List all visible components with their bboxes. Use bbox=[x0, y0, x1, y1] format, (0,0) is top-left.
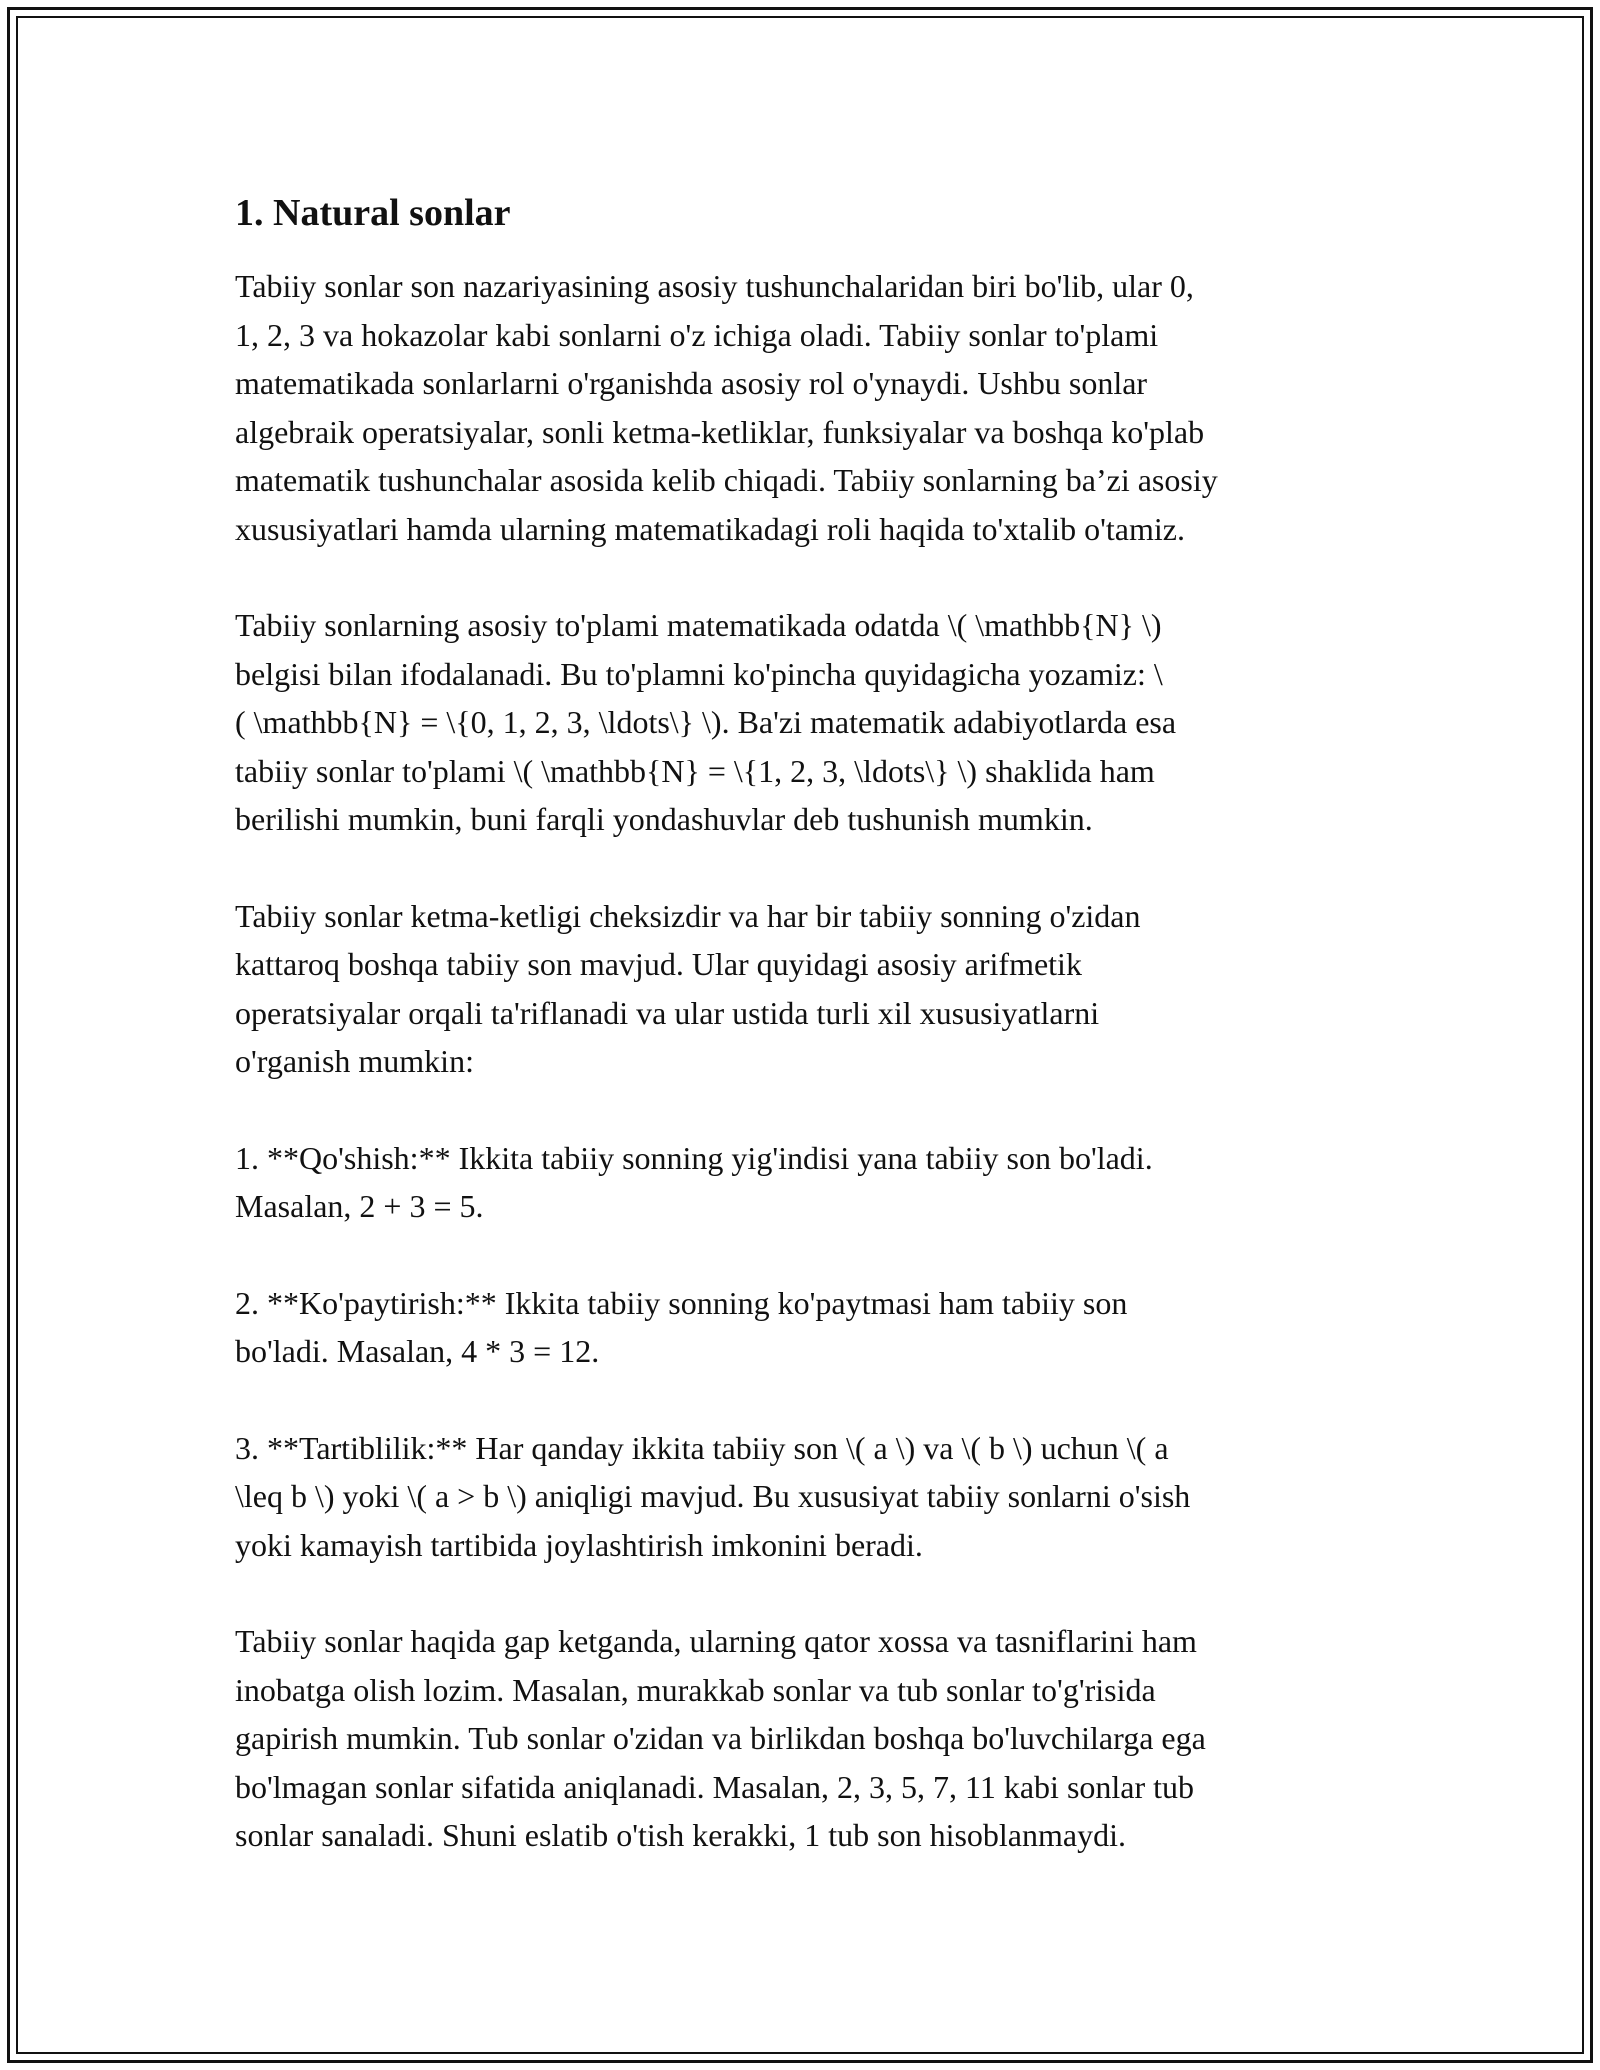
list-item-addition: 1. **Qo'shish:** Ikkita tabiiy sonning yig'indisi yana tabiiy son bo'ladi. Masalan, 2 + 3 = 5. bbox=[235, 1139, 1153, 1224]
paragraph-notation: Tabiiy sonlarning asosiy to'plami matematikada odatda \( \mathbb{N} \) belgisi bilan ifodalanadi. Bu to'plamni ko'pincha quyidagicha yozamiz: \ ( \mathbb{N} = \{0, 1, 2, 3, \ldots\} \). Ba'zi matematik adabiyotlarda esa tabiiy sonlar to'plami \( \mathbb{N} = \{1, 2, 3, \ldots\} \) shaklida ham berilishi mumkin, buni farqli yondashuvlar deb tushunish mumkin. bbox=[235, 607, 1177, 837]
paragraph-intro: Tabiiy sonlar son nazariyasining asosiy tushunchalaridan biri bo'lib, ular 0, 1, 2, 3 va hokazolar kabi sonlarni o'z ichiga oladi. Tabiiy sonlar to'plami matematikada sonlarlarni o'rganishda asosiy rol o'ynaydi. Ushbu sonlar algebraik operatsiyalar, sonli ketma-ketliklar, funksiyalar va boshqa ko'plab matematik tushunchalar asosida kelib chiqadi. Tabiiy sonlarning ba’zi asosiy xususiyatlari hamda ularning matematikadagi roli haqida to'xtalib o'tamiz. bbox=[235, 268, 1218, 547]
list-item-multiplication: 2. **Ko'paytirish:** Ikkita tabiiy sonning ko'paytmasi ham tabiiy son bo'ladi. Masalan, 4 * 3 = 12. bbox=[235, 1284, 1128, 1369]
paragraph-primes: Tabiiy sonlar haqida gap ketganda, ularning qator xossa va tasniflarini ham inobatga olish lozim. Masalan, murakkab sonlar va tub sonlar to'g'risida gapirish mumkin. Tub sonlar o'zidan va birlikdan boshqa bo'luvchilarga ega bo'lmagan sonlar sifatida aniqlanadi. Masalan, 2, 3, 5, 7, 11 kabi sonlar tub sonlar sanaladi. Shuni eslatib o'tish kerakki, 1 tub son hisoblanmaydi. bbox=[235, 1623, 1206, 1853]
section-title: 1. Natural sonlar bbox=[235, 192, 511, 234]
list-item-ordering: 3. **Tartiblilik:** Har qanday ikkita tabiiy son \( a \) va \( b \) uchun \( a \leq b \) yoki \( a > b \) aniqligi mavjud. Bu xususiyat tabiiy sonlarni o'sish yoki kamayish tartibida joylashtirish imkonini beradi. bbox=[235, 1429, 1191, 1563]
document-page bbox=[235, 186, 1385, 1908]
paragraph-infinite: Tabiiy sonlar ketma-ketligi cheksizdir va har bir tabiiy sonning o'zidan kattaroq boshqa tabiiy son mavjud. Ular quyidagi asosiy arifmetik operatsiyalar orqali ta'riflanadi va ular ustida turli xil xususiyatlarni o'rganish mumkin: bbox=[235, 897, 1141, 1079]
